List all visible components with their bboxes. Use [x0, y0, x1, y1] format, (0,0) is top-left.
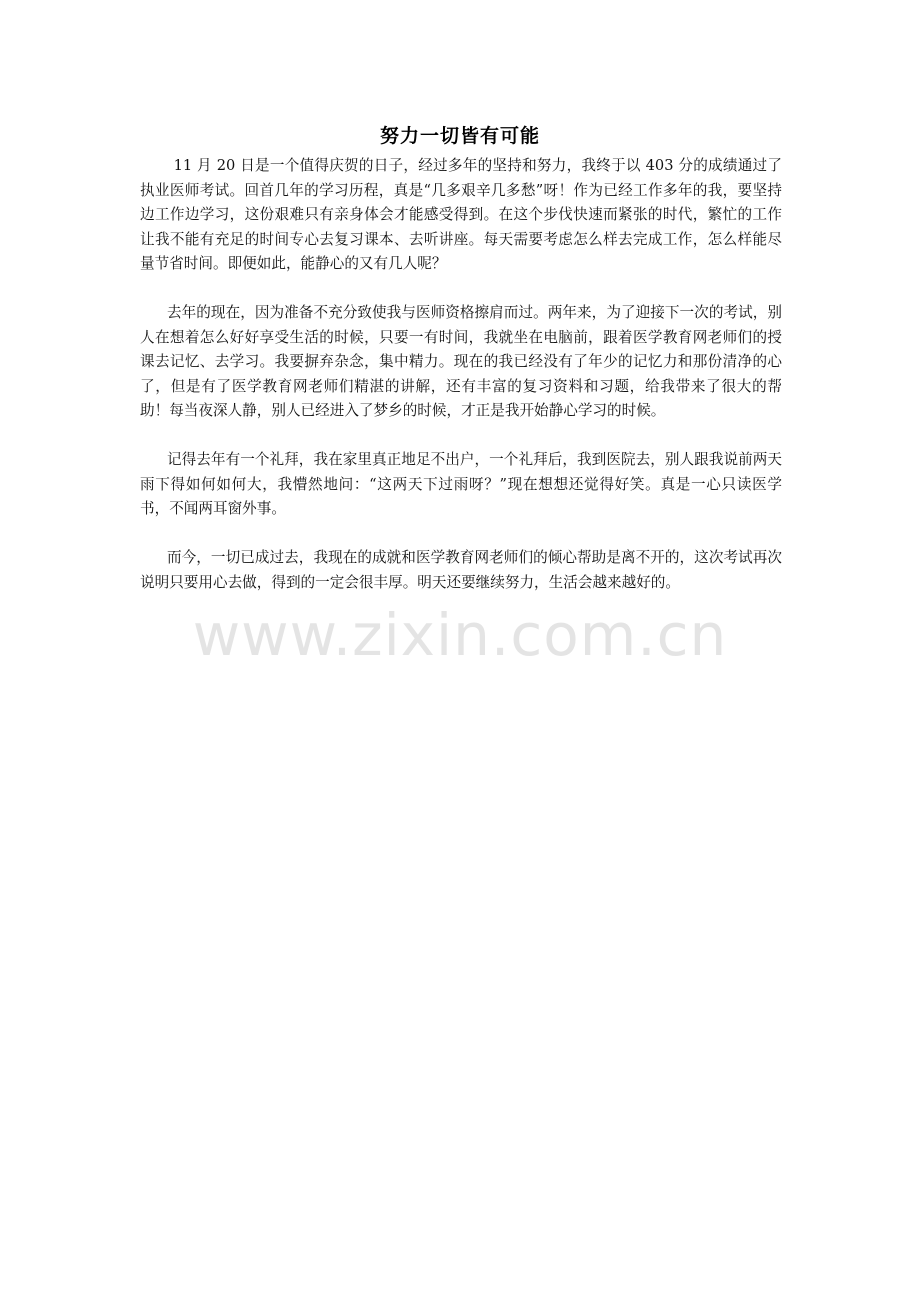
watermark: www.zixin.com.cn	[192, 601, 728, 669]
document-body	[140, 154, 782, 620]
paragraph-2: 去年的现在，因为准备不充分致使我与医师资格擦肩而过。两年来，为了迎接下一次的考试，别人在想着怎么好好享受生活的时候，只要一有时间，我就坐在电脑前，跟着医学教育网老师们的授课去记忆、去学习。我要摒弃杂念，集中精力。现在的我已经没有了年少的记忆力和那份清净的心了，但是有了医学教育网老师们精湛的讲解，还有丰富的复习资料和习题，给我带来了很大的帮助！每当夜深人静，别人已经进入了梦乡的时候，才正是我开始静心学习的时候。	[140, 304, 782, 419]
paragraph-3: 记得去年有一个礼拜，我在家里真正地足不出户，一个礼拜后，我到医院去，别人跟我说前两天雨下得如何如何大，我懵然地问：“这两天下过雨呀？”现在想想还觉得好笑。真是一心只读医学书，不闻两耳窗外事。	[140, 451, 782, 517]
paragraph-1: 11 月 20 日是一个值得庆贺的日子，经过多年的坚持和努力，我终于以 403 分的成绩通过了执业医师考试。回首几年的学习历程，真是“几多艰辛几多愁”呀！作为已经工作多年的我，要坚持边工作边学习，这份艰难只有亲身体会才能感受得到。在这个步伐快速而紧张的时代，繁忙的工作让我不能有充足的时间专心去复习课本、去听讲座。每天需要考虑怎么样去完成工作，怎么样能尽量节省时间。即便如此，能静心的又有几人呢？	[140, 157, 782, 272]
document-title: 努力一切皆有可能	[379, 125, 540, 147]
paragraph-4: 而今，一切已成过去，我现在的成就和医学教育网老师们的倾心帮助是离不开的，这次考试再次说明只要用心去做，得到的一定会很丰厚。明天还要继续努力，生活会越来越好的。	[140, 549, 782, 591]
